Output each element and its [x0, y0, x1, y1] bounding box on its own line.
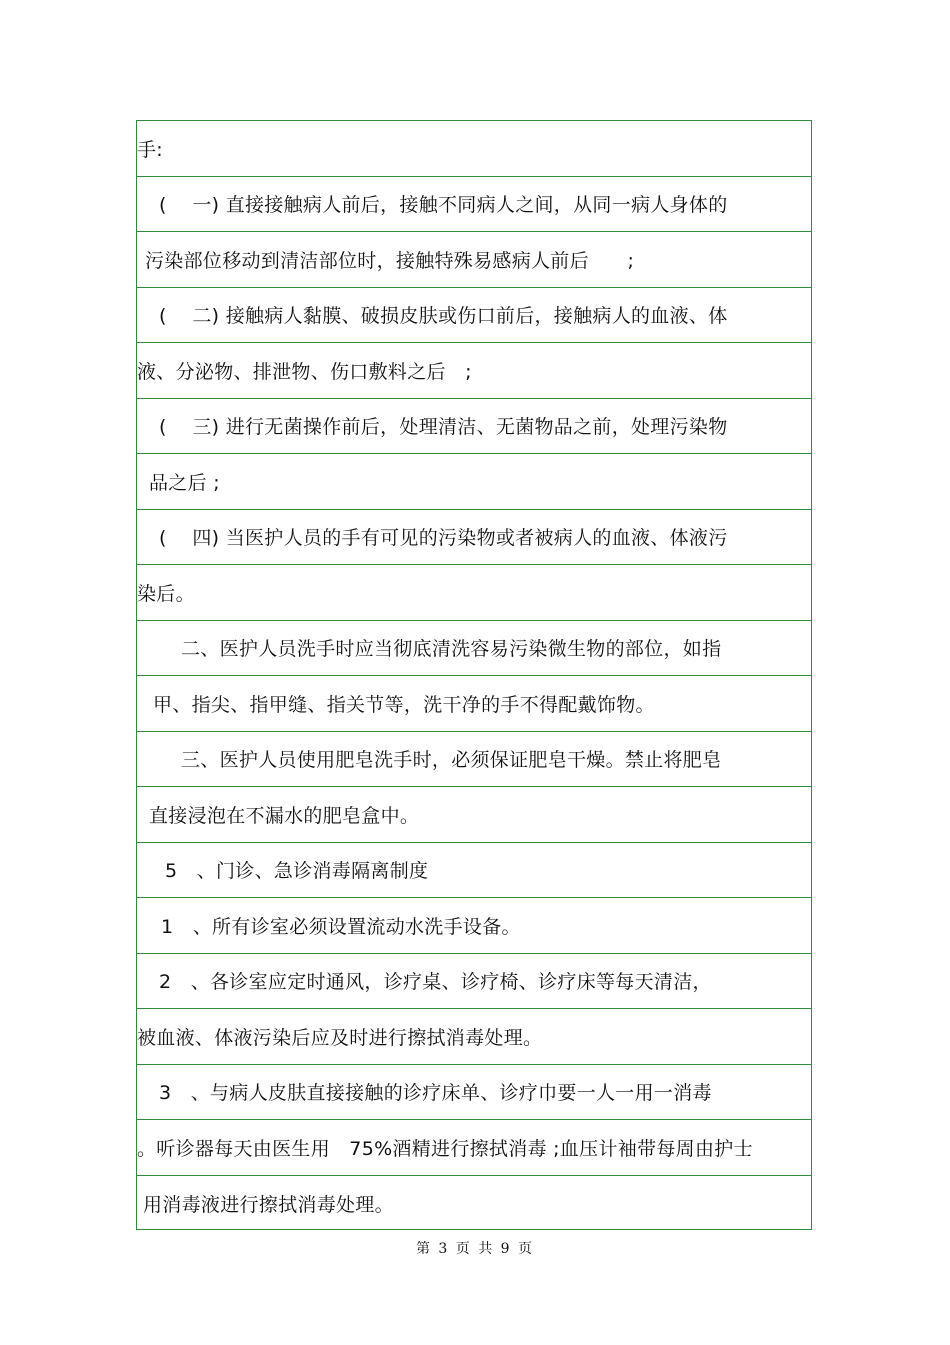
text-line: ( 二) 接触病人黏膜、破损皮肤或伤口前后，接触病人的血液、体	[137, 288, 811, 344]
text-line: 污染部位移动到清洁部位时，接触特殊易感病人前后 ;	[137, 232, 811, 288]
text-line: 手:	[137, 121, 811, 177]
text-line: ( 三) 进行无菌操作前后，处理清洁、无菌物品之前，处理污染物	[137, 399, 811, 455]
text-line: 直接浸泡在不漏水的肥皂盒中。	[137, 787, 811, 843]
text-line: 二、医护人员洗手时应当彻底清洗容易污染微生物的部位，如指	[137, 621, 811, 677]
text-line: 1 、所有诊室必须设置流动水洗手设备。	[137, 898, 811, 954]
text-line: ( 一) 直接接触病人前后，接触不同病人之间，从同一病人身体的	[137, 177, 811, 233]
text-line: 液、分泌物、排泄物、伤口敷料之后 ;	[137, 343, 811, 399]
text-line: 用消毒液进行擦拭消毒处理。	[143, 1193, 394, 1216]
text-line: 被血液、体液污染后应及时进行擦拭消毒处理。	[137, 1009, 811, 1065]
text-line: 。听诊器每天由医生用 75%酒精进行擦拭消毒 ;血压计袖带每周由护士	[137, 1120, 811, 1176]
text-line: 染后。	[137, 565, 811, 621]
text-line: 2 、各诊室应定时通风，诊疗桌、诊疗椅、诊疗床等每天清洁，	[137, 954, 811, 1010]
text-line: 品之后 ;	[137, 454, 811, 510]
text-line: ( 四) 当医护人员的手有可见的污染物或者被病人的血液、体液污	[137, 510, 811, 566]
section-heading: 5 、门诊、急诊消毒隔离制度	[137, 843, 811, 899]
page-footer: 第 3 页 共 9 页	[415, 1241, 535, 1257]
text-line: 三、医护人员使用肥皂洗手时，必须保证肥皂干燥。禁止将肥皂	[137, 732, 811, 788]
document-table	[136, 120, 812, 1230]
text-line: 3 、与病人皮肤直接接触的诊疗床单、诊疗巾要一人一用一消毒	[137, 1065, 811, 1121]
text-line: 甲、指尖、指甲缝、指关节等，洗干净的手不得配戴饰物。	[137, 676, 811, 732]
